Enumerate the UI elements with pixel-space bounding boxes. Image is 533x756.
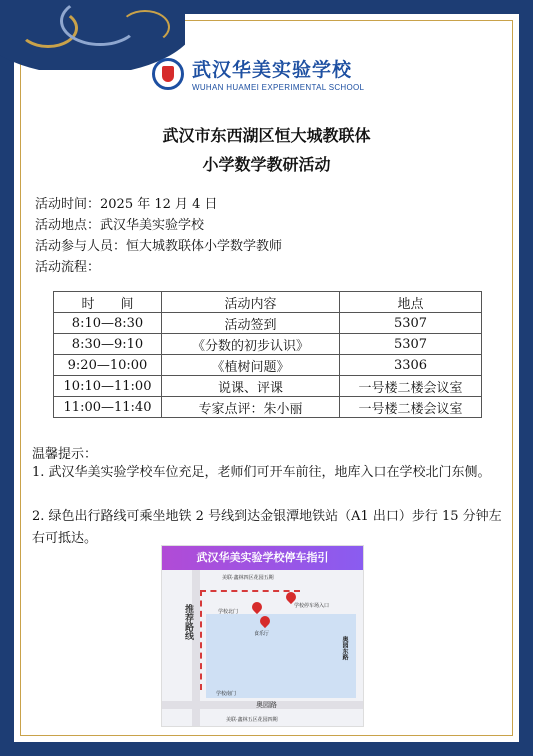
tip-metro: 2. 绿色出行路线可乘坐地铁 2 号线到达金银潭地铁站（A1 出口）步行 15 分钟左右可抵达。 [32,509,502,546]
title-line2: 小学数学教研活动 [202,155,331,174]
map-label-bottom-area: 美联·鑫林五区花园四期 [226,717,278,723]
cell-content: 说课、评课 [162,376,340,397]
cell-time: 8:10—8:30 [54,313,162,334]
map-label-cafeteria: 食乐厅 [254,631,270,637]
recommended-route-line [200,590,300,592]
table-row [54,355,482,376]
table-row [54,376,482,397]
north-gate-pin-icon [250,600,264,614]
table-row [54,397,482,418]
cell-place: 5307 [340,334,482,355]
map-label-north-gate: 学校北门 [218,609,239,615]
map-label-east-road: 奥园东路 [341,636,348,660]
header-time: 时 间 [54,292,162,313]
activity-participants: 活动参与人员：恒大城教联体小学数学教师 [35,239,283,254]
cell-content: 《分数的初步认识》 [162,334,340,355]
tips-title: 温馨提示： [32,447,98,462]
map-label-parking-entry: 学校停车场入口 [294,603,330,609]
cell-time: 10:10—11:00 [54,376,162,397]
title-line1: 武汉市东西湖区恒大城教联体 [162,126,371,145]
schedule-table [53,291,482,418]
school-badge-icon [152,58,184,90]
activity-process-label: 活动流程： [35,260,101,275]
cell-content: 《植树问题》 [162,355,340,376]
cell-place: 一号楼二楼会议室 [340,376,482,397]
recommended-route-line [200,590,202,690]
cell-place: 一号楼二楼会议室 [340,397,482,418]
header-place: 地点 [340,292,482,313]
tip-parking: 1. 武汉华美实验学校车位充足，老师们可开车前往，地库入口在学校北门东侧。 [32,465,491,480]
cell-content: 专家点评：朱小丽 [162,397,340,418]
school-name-cn: 武汉华美实验学校 [192,59,353,81]
map-label-bottom-road: 奥园路 [256,701,277,709]
activity-place: 活动地点：武汉华美实验学校 [35,218,205,233]
cell-time: 11:00—11:40 [54,397,162,418]
map-label-south-gate: 学校南门 [216,691,237,697]
table-header-row [54,292,482,313]
map-school-area [206,614,356,698]
table-row [54,334,482,355]
map-label-route: 推荐路线 [183,604,193,640]
school-name-en: WUHAN HUAMEI EXPERIMENTAL SCHOOL [192,83,365,92]
cell-content: 活动签到 [162,313,340,334]
cell-time: 8:30—9:10 [54,334,162,355]
activity-time: 活动时间：2025 年 12 月 4 日 [35,197,218,212]
parking-guide-map [161,545,364,727]
school-logo [152,55,364,92]
cell-time: 9:20—10:00 [54,355,162,376]
table-row [54,313,482,334]
header-content: 活动内容 [162,292,340,313]
map-title: 武汉华美实验学校停车指引 [162,546,363,570]
map-label-top-road: 美联·鑫林四区花园五期 [222,575,274,581]
cell-place: 5307 [340,313,482,334]
cell-place: 3306 [340,355,482,376]
